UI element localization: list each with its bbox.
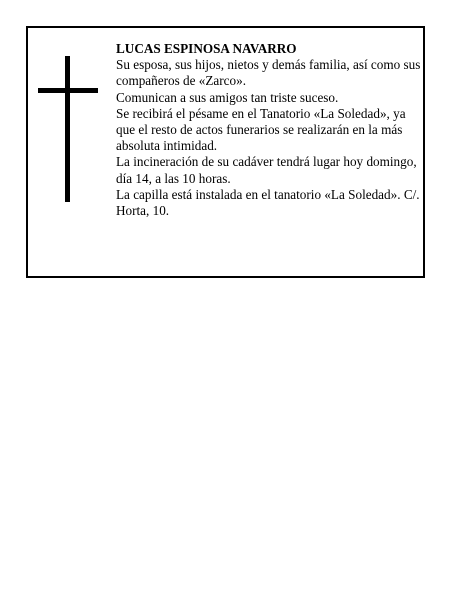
cremation-line: La incineración de su cadáver tendrá lugar hoy domingo, día 14, a las 10 horas.	[116, 154, 417, 186]
obituary-text	[116, 41, 421, 219]
cross-vertical-bar	[65, 56, 70, 202]
chapel-line: La capilla está instalada en el tanatorio «La Soledad». C/. Horta, 10.	[116, 186, 420, 219]
condolences-line: Se recibirá el pésame en el Tanatorio «La Soledad», ya que el resto de actos funerarios se realizarán en la más absoluta intimidad.	[116, 105, 406, 154]
obituary-notice	[26, 26, 425, 278]
deceased-name: LUCAS ESPINOSA NAVARRO	[116, 41, 297, 56]
family-line: Su esposa, sus hijos, nietos y demás familia, así como sus compañeros de «Zarco».	[116, 57, 421, 89]
announcement-line: Comunican a sus amigos tan triste suceso.	[116, 89, 339, 105]
cross-horizontal-bar	[38, 88, 98, 93]
latin-cross-icon	[38, 56, 98, 202]
